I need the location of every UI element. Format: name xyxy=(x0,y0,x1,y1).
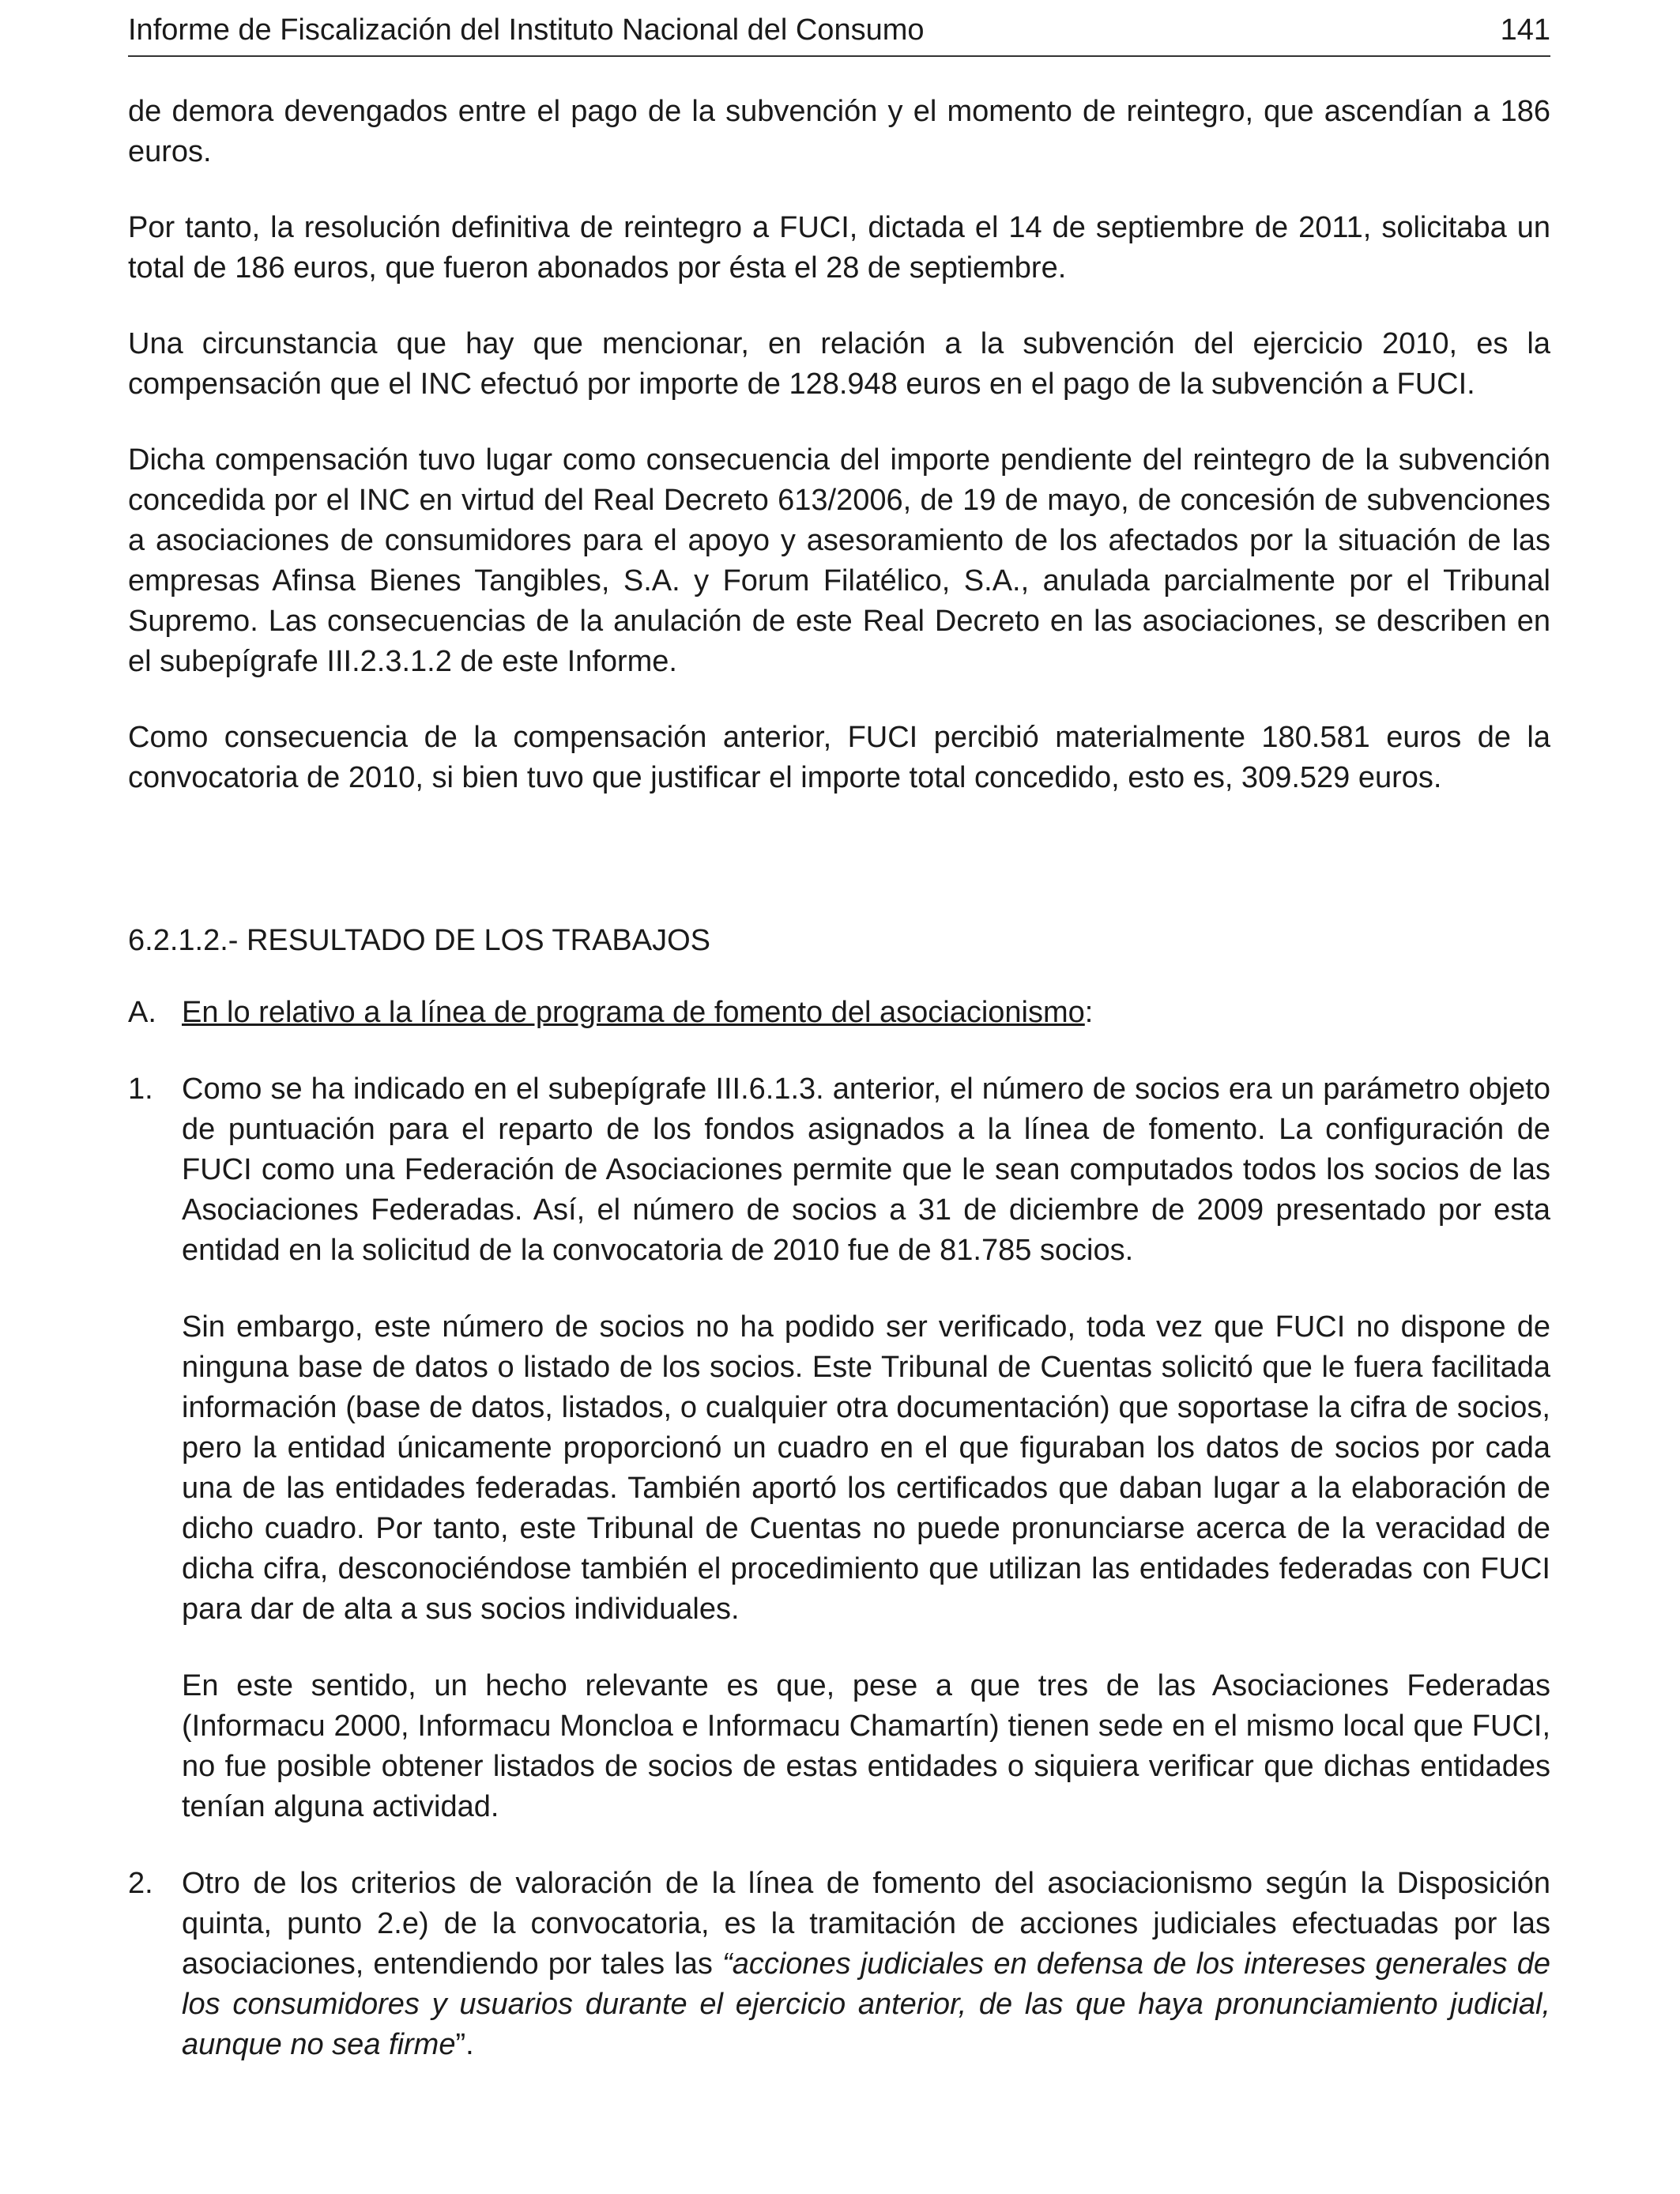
list-item-1 xyxy=(128,1069,1550,1827)
quote-close: ”. xyxy=(455,2028,474,2061)
paragraph: de demora devengados entre el pago de la subvención y el momento de reintegro, que ascendían a 186 euros. xyxy=(128,95,1550,168)
paragraph: Una circunstancia que hay que mencionar, en relación a la subvención del ejercicio 2010, es la compensación que el INC efectuó por importe de 128.948 euros en el pago de la subvención a FUCI. xyxy=(128,327,1550,401)
list-marker: A. xyxy=(128,996,156,1029)
document-body xyxy=(128,92,1550,2065)
punctuation: : xyxy=(1084,996,1094,1029)
paragraph: Dicha compensación tuvo lugar como consecuencia del importe pendiente del reintegro de la subvención concedida por el INC en virtud del Real Decreto 613/2006, de 19 de mayo, de concesión de subvenciones a asociaciones de consumidores para el apoyo y asesoramiento de los afectados por la situación de las empresas Afinsa Bienes Tangibles, S.A. y Forum Filatélico, S.A., anulada parcialmente por el Tribunal Supremo. Las consecuencias de la anulación de este Real Decreto en las asociaciones, se describen en el subepígrafe III.2.3.1.2 de este Informe. xyxy=(128,443,1550,678)
list-paragraph xyxy=(182,1864,1550,2065)
quoted-text: “acciones judiciales en defensa de los intereses generales de los consumidores y usuarios durante el ejercicio anterior, de las que haya pronunciamiento judicial, aunque no sea firme xyxy=(182,1947,1550,2061)
list-paragraph: Como se ha indicado en el subepígrafe III.6.1.3. anterior, el número de socios era un parámetro objeto de puntuación para el reparto de los fondos asignados a la línea de fomento. La configuración de FUCI como una Federación de Asociaciones permite que le sean computados todos los socios de las Asociaciones Federadas. Así, el número de socios a 31 de diciembre de 2009 presentado por esta entidad en la solicitud de la convocatoria de 2010 fue de 81.785 socios. xyxy=(182,1072,1550,1267)
list-item-a xyxy=(128,993,1550,1033)
underlined-text: En lo relativo a la línea de programa de fomento del asociacionismo xyxy=(182,996,1085,1029)
list-item-text xyxy=(182,993,1550,1033)
report-title: Informe de Fiscalización del Instituto Nacional del Consumo xyxy=(128,13,925,47)
paragraph: Como consecuencia de la compensación anterior, FUCI percibió materialmente 180.581 euros de la convocatoria de 2010, si bien tuvo que justificar el importe total concedido, esto es, 309.529 euros. xyxy=(128,721,1550,794)
page-header xyxy=(128,11,1550,57)
list-marker: 1. xyxy=(128,1072,153,1106)
paragraph-text: Otro de los criterios de valoración de la línea de fomento del asociacionismo según la Disposición quinta, punto 2.e) de la convocatoria, es la tramitación de acciones judiciales efectuadas por las asociaciones, entendiendo por tales las xyxy=(182,1867,1550,1981)
list-paragraph: Sin embargo, este número de socios no ha podido ser verificado, toda vez que FUCI no dispone de ninguna base de datos o listado de los socios. Este Tribunal de Cuentas solicitó que le fuera facilitada información (base de datos, listados, o cualquier otra documentación) que soportase la cifra de socios, pero la entidad únicamente proporcionó un cuadro en el que figuraban los datos de socios por cada una de las entidades federadas. También aportó los certificados que daban lugar a la elaboración de dicho cuadro. Por tanto, este Tribunal de Cuentas no puede pronunciarse acerca de la veracidad de dicha cifra, desconociéndose también el procedimiento que utilizan las entidades federadas con FUCI para dar de alta a sus socios individuales. xyxy=(182,1310,1550,1626)
list-item-2 xyxy=(128,1864,1550,2065)
section-heading: 6.2.1.2.- RESULTADO DE LOS TRABAJOS xyxy=(128,924,711,957)
page-number: 141 xyxy=(1500,13,1550,47)
list-paragraph: En este sentido, un hecho relevante es que, pese a que tres de las Asociaciones Federadas (Informacu 2000, Informacu Moncloa e Informacu Chamartín) tienen sede en el mismo local que FUCI, no fue posible obtener listados de socios de estas entidades o siquiera verificar que dichas entidades tenían alguna actividad. xyxy=(182,1669,1550,1823)
list-marker: 2. xyxy=(128,1867,153,1900)
paragraph: Por tanto, la resolución definitiva de reintegro a FUCI, dictada el 14 de septiembre de 2011, solicitaba un total de 186 euros, que fueron abonados por ésta el 28 de septiembre. xyxy=(128,211,1550,285)
